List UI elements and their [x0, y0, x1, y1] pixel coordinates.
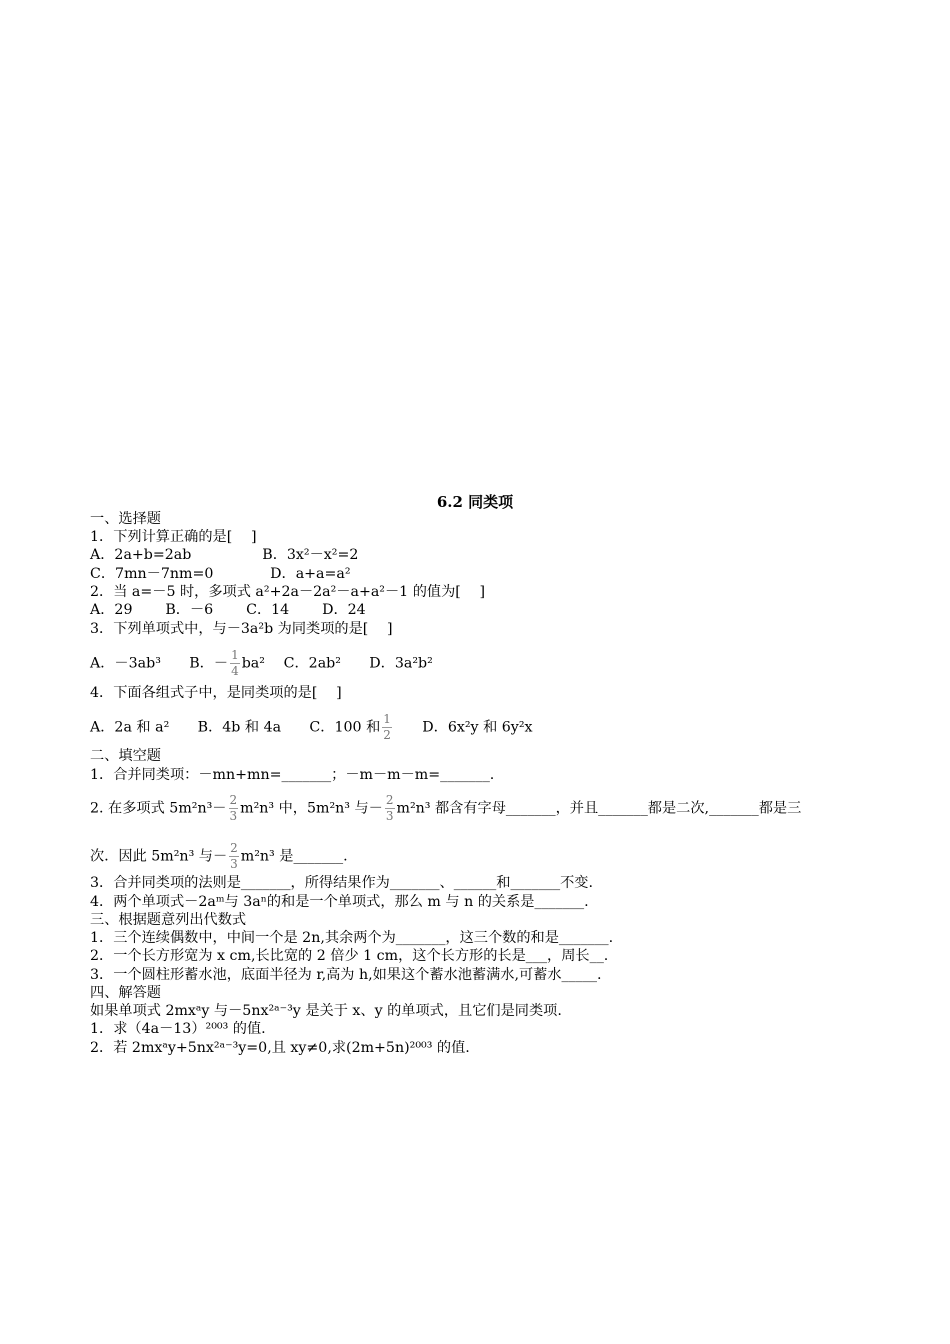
- line-f4: 4．两个单项式－2aᵐ与 3aⁿ的和是一个单项式，那么 m 与 n 的关系是_______.: [90, 894, 589, 910]
- fraction-numerator: 1: [231, 648, 239, 662]
- fraction-numerator: 2: [385, 793, 394, 807]
- line-q4: 4．下面各组式子中，是同类项的是[ ]: [90, 685, 342, 701]
- line-h2: 二、填空题: [90, 748, 161, 764]
- q4-option-text-rest: D．6x²y 和 6y²x: [393, 719, 533, 736]
- line-s0: 如果单项式 2mxᵃy 与－5nx²ᵃ⁻³y 是关于 x、y 的单项式，且它们是同类项.: [90, 1003, 562, 1019]
- fraction: [229, 793, 239, 824]
- line-f1: 1．合并同类项：－mn+mn=_______；－m－m－m=_______.: [90, 767, 495, 783]
- fraction-denominator: 2: [383, 728, 391, 742]
- q3-option-text-a: A．－3ab³ B．－: [90, 655, 229, 672]
- line-h1: 一、选择题: [90, 511, 161, 527]
- fill-q2-line2: [90, 841, 348, 872]
- line-l1: 1．三个连续偶数中，中间一个是 2n,其余两个为_______，这三个数的和是_______.: [90, 930, 614, 946]
- fill-q2-line1: [90, 793, 801, 824]
- q4-option-text-a: A．2a 和 a² B．4b 和 4a C．100 和: [90, 719, 381, 736]
- line-q3: 3．下列单项式中，与－3a²b 为同类项的是[ ]: [90, 621, 393, 637]
- fraction-numerator: 1: [383, 712, 391, 726]
- line-s1: 1．求（4a－13）²⁰⁰³ 的值.: [90, 1021, 266, 1037]
- line-q1ab: A．2a+b=2ab B．3x²－x²=2: [90, 547, 359, 563]
- line-h3: 三、根据题意列出代数式: [90, 912, 247, 928]
- fraction-denominator: 3: [230, 857, 238, 871]
- fraction-denominator: 4: [231, 664, 239, 678]
- fraction: [229, 841, 239, 872]
- page-title: 6.2 同类项: [436, 493, 514, 511]
- text-segment: 2. 在多项式 5m²n³－: [90, 800, 227, 817]
- line-q1cd: C．7mn－7nm=0 D．a+a=a²: [90, 566, 351, 582]
- line-l3: 3．一个圆柱形蓄水池，底面半径为 r,高为 h,如果这个蓄水池蓄满水,可蓄水_____.: [90, 967, 602, 983]
- line-f3: 3．合并同类项的法则是_______，所得结果作为_______、______和_______不变.: [90, 875, 594, 891]
- line-q2opt: A．29 B．－6 C．14 D．24: [90, 602, 366, 618]
- line-s2: 2．若 2mxᵃy+5nx²ᵃ⁻³y=0,且 xy≠0,求(2m+5n)²⁰⁰³ 的值.: [90, 1040, 470, 1056]
- q4-options: [90, 712, 533, 743]
- fraction-numerator: 2: [229, 793, 238, 807]
- fraction-numerator: 2: [230, 841, 238, 855]
- fraction-denominator: 3: [229, 809, 238, 823]
- text-segment: m²n³ 都含有字母_______，并且_______都是二次,_______都是三: [396, 800, 802, 817]
- line-l2: 2．一个长方形宽为 x cm,长比宽的 2 倍少 1 cm，这个长方形的长是___，周长__.: [90, 948, 609, 964]
- fraction: [230, 648, 240, 679]
- q3-options: [90, 648, 433, 679]
- fraction: [385, 793, 395, 824]
- fraction-denominator: 3: [385, 809, 394, 823]
- q3-option-text-rest: ba² C．2ab² D．3a²b²: [241, 655, 433, 672]
- text-segment: m²n³ 中，5m²n³ 与－: [240, 800, 383, 817]
- fraction: [382, 712, 392, 743]
- line-h4: 四、解答题: [90, 985, 161, 1001]
- line-q1: 1．下列计算正确的是[ ]: [90, 529, 257, 545]
- text-segment: 次．因此 5m²n³ 与－: [90, 848, 228, 865]
- text-segment: m²n³ 是_______.: [240, 848, 348, 865]
- line-q2: 2．当 a=－5 时，多项式 a²+2a－2a²－a+a²－1 的值为[ ]: [90, 584, 486, 600]
